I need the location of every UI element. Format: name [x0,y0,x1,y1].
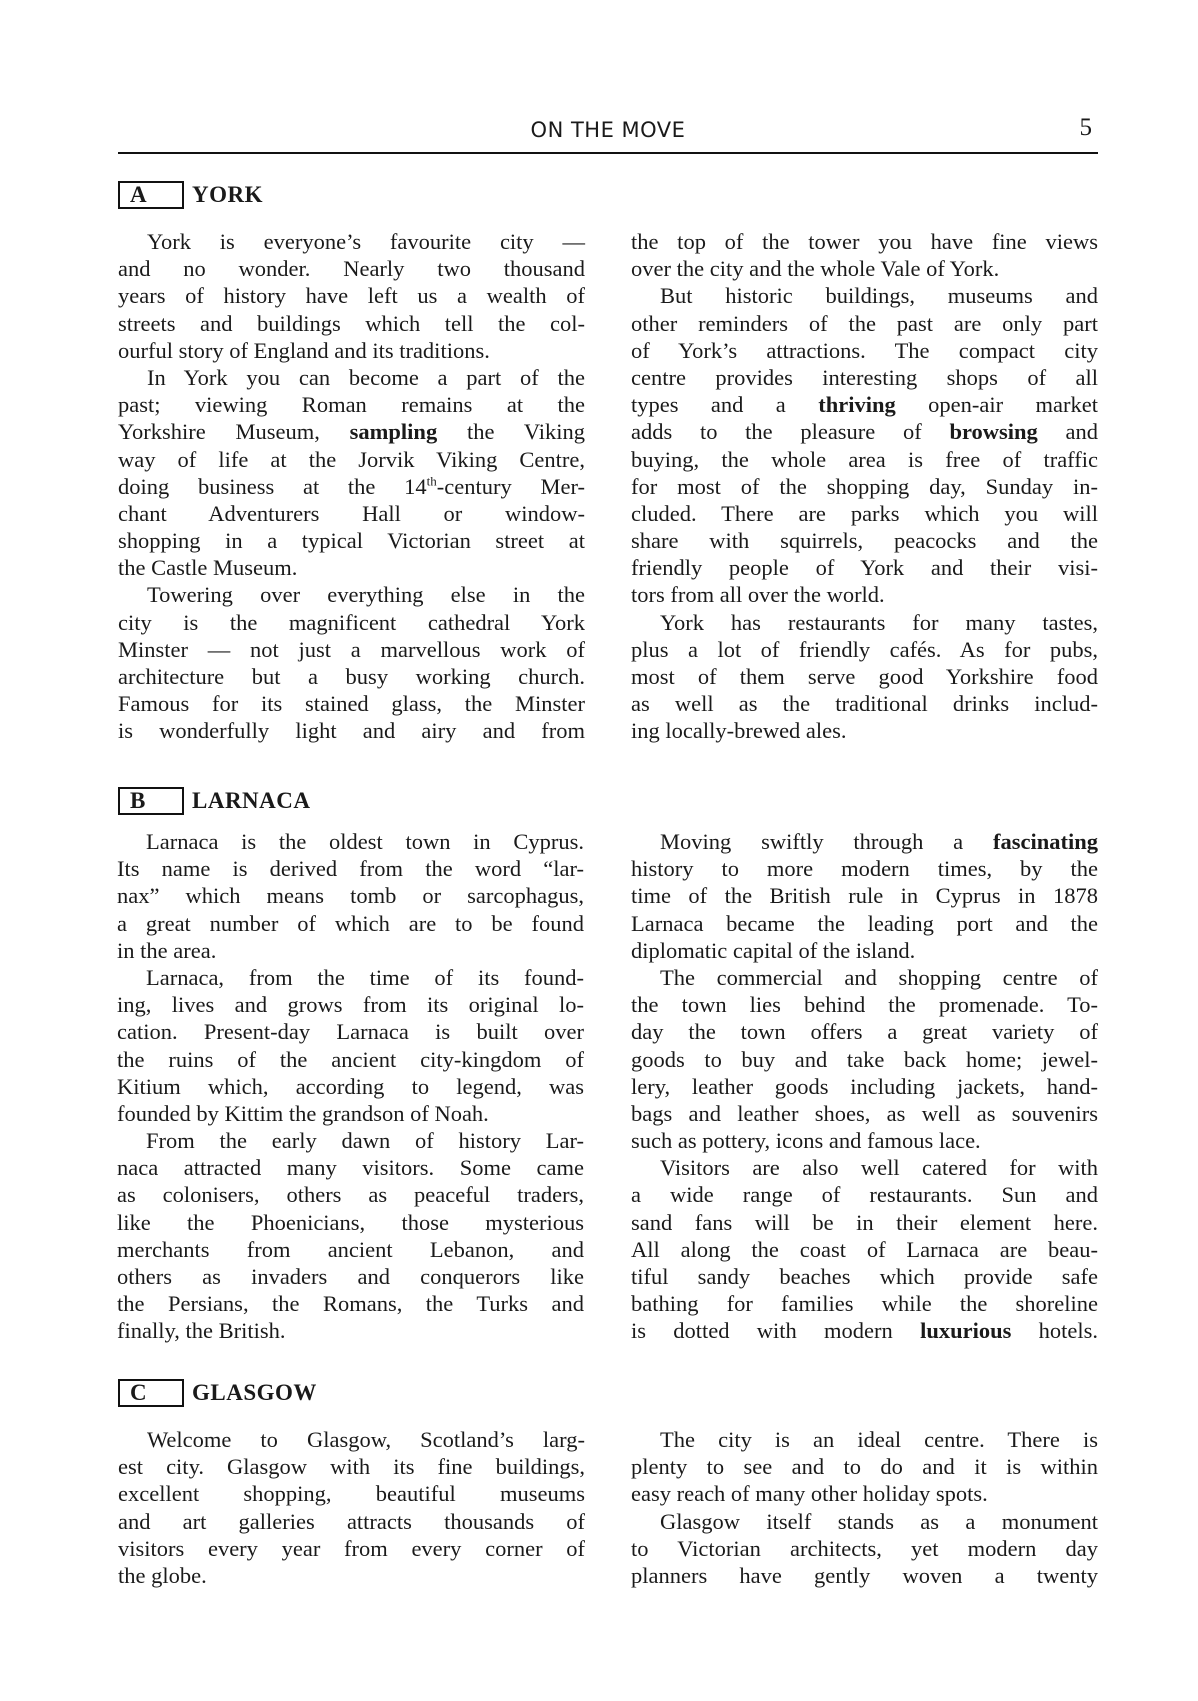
text-line: Its name is derived from the word “lar- [117,856,584,882]
text-line: Yorkshire Museum, sampling the Viking [118,419,585,445]
section-title: GLASGOW [192,1380,317,1405]
text-line: time of the British rule in Cyprus in 1878 [631,883,1098,909]
text-line: founded by Kittim the grandson of Noah. [117,1100,489,1126]
text-line: for most of the shopping day, Sunday in- [631,473,1098,499]
text-line: shopping in a typical Victorian street at [118,528,585,554]
text-line: ing, lives and grows from its original lo- [117,992,584,1018]
paragraph [118,364,585,582]
text-line: visitors every year from every corner of [118,1535,585,1561]
text-line: All along the coast of Larnaca are beau- [631,1236,1098,1262]
text-line: is dotted with modern luxurious hotels. [631,1318,1098,1344]
text-line: of York’s attractions. The compact city [631,337,1098,363]
running-head-title: ON THE MOVE [530,118,686,142]
text-line: way of life at the Jorvik Viking Centre, [118,446,585,472]
emphasized-word: luxurious [920,1318,1012,1344]
text-line: Larnaca is the oldest town in Cyprus. [146,829,584,854]
text-line: city is the magnificent cathedral York [118,609,585,635]
paragraph [117,964,584,1127]
text-line: share with squirrels, peacocks and the [631,528,1098,554]
text-line: over the city and the whole Vale of York. [631,256,1000,282]
paragraph [631,609,1098,745]
text-line: Towering over everything else in the [147,582,585,608]
emphasized-word: fascinating [992,829,1098,854]
paragraph [118,228,585,364]
column-left [118,1426,585,1589]
text-line: Visitors are also well catered for with [660,1155,1098,1181]
text-line: the ruins of the ancient city-kingdom of [117,1046,584,1072]
paragraph [631,282,1098,608]
paragraph [631,828,1098,964]
text-line: cation. Present-day Larnaca is built over [117,1019,584,1045]
text-line: finally, the British. [117,1318,286,1344]
text-line: easy reach of many other holiday spots. [631,1481,988,1507]
text-line: plus a lot of friendly cafés. As for pubs, [631,636,1098,662]
text-line: bags and leather shoes, as well as souvenirs [631,1100,1098,1126]
emphasized-word: thriving [818,392,896,418]
superscript: th [426,473,437,489]
text-line: and art galleries attracts thousands of [118,1508,585,1534]
paragraph [118,1426,585,1589]
text-line: is wonderfully light and airy and from [118,718,585,744]
text-line: cluded. There are parks which you will [631,500,1098,526]
text-line: types and a thriving open-air market [631,392,1098,418]
text-line: buying, the whole area is free of traffic [631,446,1098,472]
text-line: goods to buy and take back home; jewel- [631,1046,1098,1072]
text-line: ing locally-brewed ales. [631,718,847,744]
text-line: Minster — not just a marvellous work of [118,636,585,662]
text-line: and no wonder. Nearly two thousand [118,256,585,282]
text-line: sand fans will be in their element here. [631,1209,1098,1235]
text-line: merchants from ancient Lebanon, and [117,1236,584,1262]
column-left [117,828,584,1345]
column-right [631,1426,1098,1589]
text-line: ourful story of England and its traditions. [118,337,490,363]
text-line: others as invaders and conquerors like [117,1264,584,1289]
text-line: as well as the traditional drinks includ- [631,691,1098,717]
text-line: lery, leather goods including jackets, hand- [631,1073,1098,1099]
text-line: architecture but a busy working church. [118,664,585,689]
text-line: history to more modern times, by the [631,856,1098,882]
text-line: excellent shopping, beautiful museums [118,1481,585,1507]
emphasized-word: sampling [349,419,438,445]
text-line: years of history have left us a wealth of [118,283,585,309]
text-line: Welcome to Glasgow, Scotland’s larg- [147,1427,585,1452]
paragraph [631,1508,1098,1590]
text-line: a wide range of restaurants. Sun and [631,1182,1098,1208]
text-line: Famous for its stained glass, the Minster [118,691,585,717]
text-line: the top of the tower you have fine views [631,229,1098,254]
text-line: diplomatic capital of the island. [631,937,916,963]
text-line: the town lies behind the promenade. To- [631,992,1098,1018]
text-line: doing business at the 14th-century Mer- [118,473,585,499]
paragraph [631,1154,1098,1344]
text-line: to Victorian architects, yet modern day [631,1535,1098,1561]
text-line: friendly people of York and their visi- [631,555,1098,581]
text-line: The city is an ideal centre. There is [660,1427,1098,1452]
text-line: est city. Glasgow with its fine buildings, [118,1454,585,1480]
text-line: From the early dawn of history Lar- [146,1128,584,1154]
section-letter-box: C [118,1379,184,1407]
text-line: In York you can become a part of the [147,364,585,390]
text-line: But historic buildings, museums and [660,283,1098,309]
paragraph [118,581,585,744]
text-line: other reminders of the past are only part [631,310,1098,336]
paragraph [117,828,584,964]
emphasized-word: browsing [949,419,1038,445]
text-line: past; viewing Roman remains at the [118,392,585,418]
text-line: nax” which means tomb or sarcophagus, [117,883,584,909]
text-line: Glasgow itself stands as a monument [660,1508,1098,1534]
text-line: streets and buildings which tell the col- [118,310,585,336]
text-line: the globe. [118,1562,207,1588]
column-left [118,228,585,745]
section-heading-larnaca [118,787,311,815]
paragraph [631,964,1098,1154]
column-right [631,228,1098,745]
text-line: centre provides interesting shops of all [631,364,1098,390]
text-line: as colonisers, others as peaceful traders, [117,1182,584,1208]
text-line: adds to the pleasure of browsing and [631,419,1098,445]
header-rule [118,152,1098,154]
page-number: 5 [1079,114,1092,141]
column-right [631,828,1098,1345]
text-line: Larnaca became the leading port and the [631,910,1098,936]
text-line: like the Phoenicians, those mysterious [117,1209,584,1235]
paragraph [631,228,1098,282]
section-letter-box: B [118,787,184,815]
text-line: the Persians, the Romans, the Turks and [117,1291,584,1317]
text-line: The commercial and shopping centre of [660,964,1098,990]
text-line: York is everyone’s favourite city — [147,229,585,254]
section-heading-glasgow [118,1379,317,1407]
text-line: chant Adventurers Hall or window- [118,500,585,526]
text-line: in the area. [117,937,217,963]
text-line: naca attracted many visitors. Some came [117,1155,584,1181]
running-head [118,114,1098,150]
paragraph [117,1127,584,1345]
text-line: tors from all over the world. [631,582,885,608]
paragraph [631,1426,1098,1508]
text-line: bathing for families while the shoreline [631,1291,1098,1317]
text-line: day the town offers a great variety of [631,1019,1098,1045]
text-line: planners have gently woven a twenty [631,1562,1098,1588]
section-heading-york [118,181,263,209]
text-line: Kitium which, according to legend, was [117,1073,584,1099]
text-line: York has restaurants for many tastes, [660,609,1098,635]
text-line: plenty to see and to do and it is within [631,1454,1098,1480]
text-line: most of them serve good Yorkshire food [631,664,1098,689]
text-line: such as pottery, icons and famous lace. [631,1128,981,1154]
section-title: LARNACA [192,788,311,813]
section-letter-box: A [118,181,184,209]
text-line: tiful sandy beaches which provide safe [631,1264,1098,1289]
text-line: Larnaca, from the time of its found- [146,964,584,990]
section-title: YORK [192,182,263,207]
text-line: Moving swiftly through a fascinating [660,829,1098,854]
text-line: a great number of which are to be found [117,910,584,936]
text-line: the Castle Museum. [118,555,298,581]
